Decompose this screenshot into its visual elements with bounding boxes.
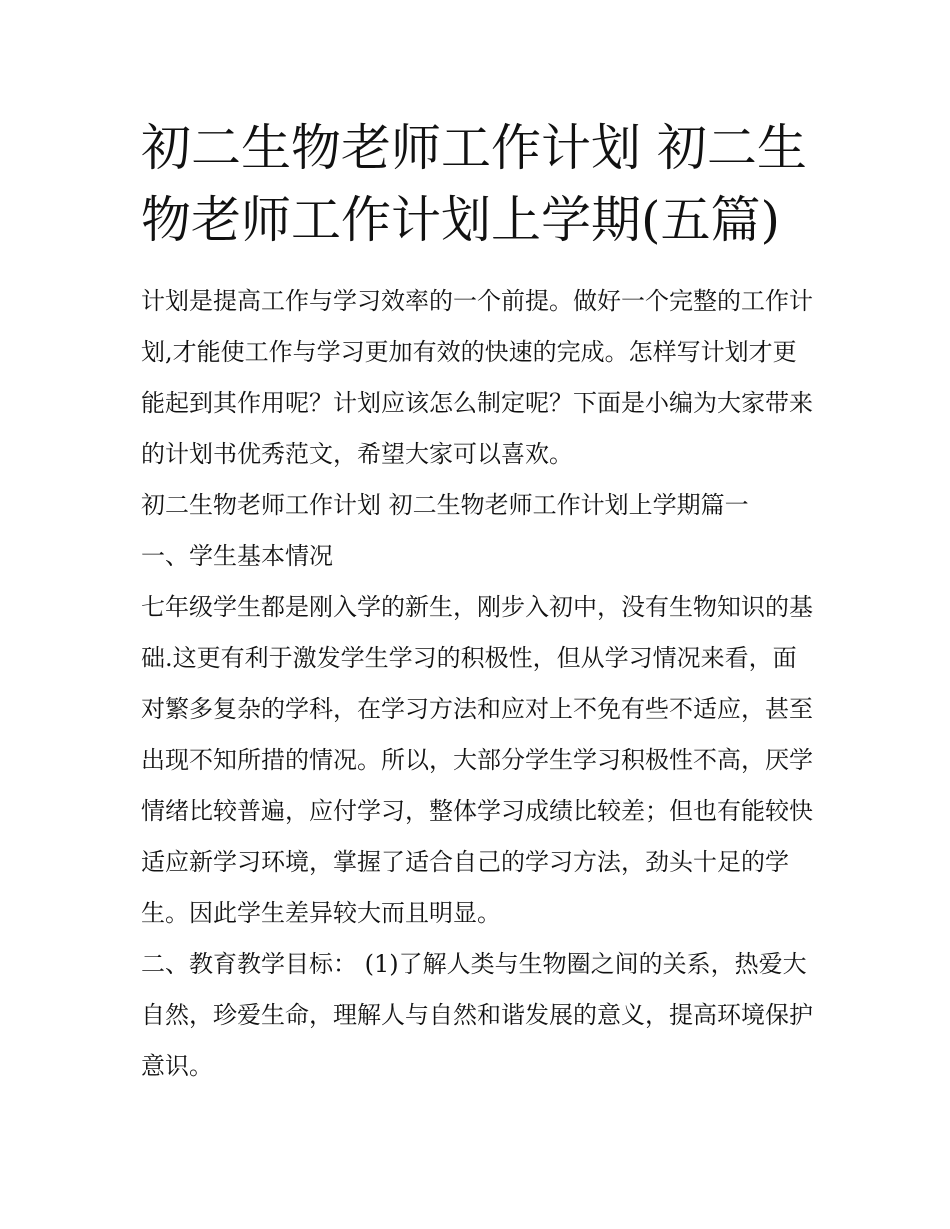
intro-paragraph: 计划是提高工作与学习效率的一个前提。做好一个完整的工作计划,才能使工作与学习更加有效的快速的完成。怎样写计划才更能起到其作用呢？计划应该怎么制定呢？下面是小编为大家带来的计划书优秀范文，希望大家可以喜欢。 bbox=[141, 287, 813, 468]
teaching-goals-paragraph: 二、教育教学目标： (1)了解人类与生物圈之间的关系，热爱大自然，珍爱生命，理解人与自然和谐发展的意义，提高环境保护意识。 bbox=[141, 950, 813, 1080]
document-content bbox=[141, 112, 813, 1092]
section-heading-part-one: 初二生物老师工作计划 初二生物老师工作计划上学期篇一 bbox=[141, 491, 749, 519]
document-title: 初二生物老师工作计划 初二生物老师工作计划上学期(五篇) bbox=[141, 119, 807, 249]
section-heading-student-situation: 一、学生基本情况 bbox=[141, 542, 333, 570]
student-situation-paragraph: 七年级学生都是刚入学的新生，刚步入初中，没有生物知识的基础.这更有利于激发学生学习的积极性，但从学习情况来看，面对繁多复杂的学科，在学习方法和应对上不免有些不适应，甚至出现不知所措的情况。所以，大部分学生学习积极性不高，厌学情绪比较普遍，应付学习，整体学习成绩比较差；但也有能较快适应新学习环境，掌握了适合自己的学习方法，劲头十足的学生。因此学生差异较大而且明显。 bbox=[141, 593, 813, 927]
